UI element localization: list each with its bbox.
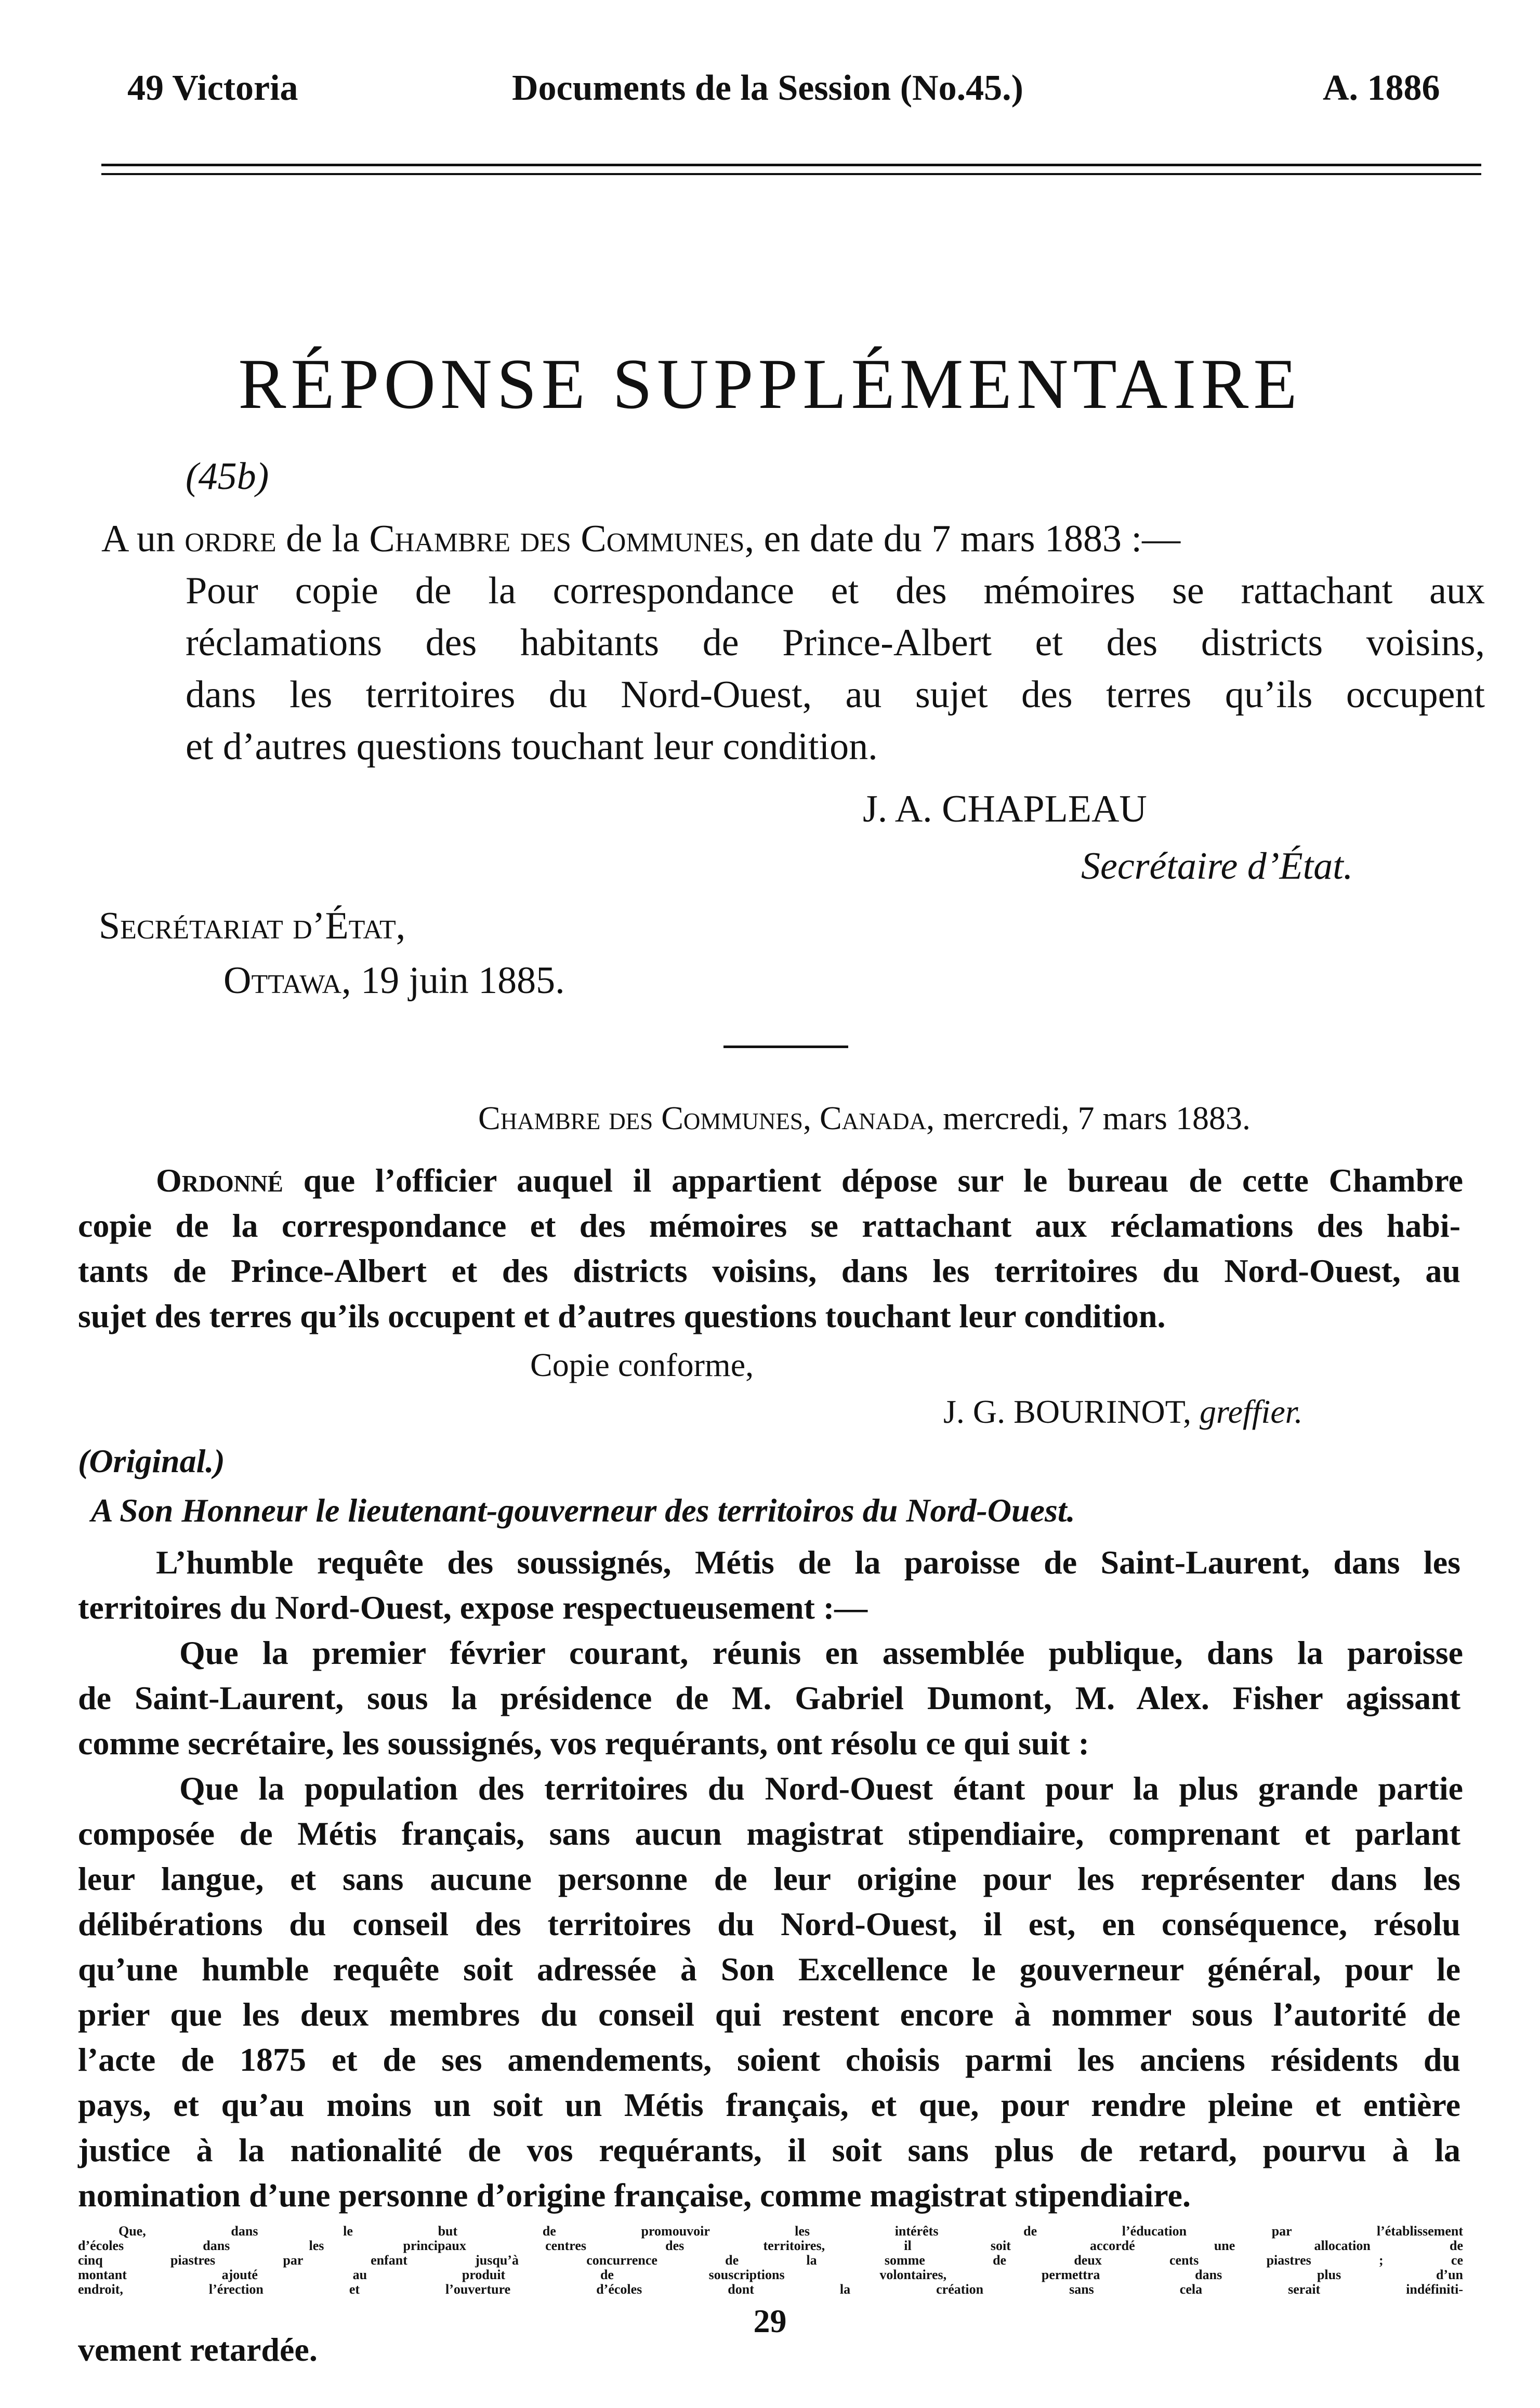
order-line-3: réclamations des habitants de Prince-Albert et des districts voisins,: [186, 621, 1485, 664]
order-ordre: ordre: [185, 518, 277, 560]
signature-chapleau-title: Secrétaire d’État.: [1081, 845, 1353, 888]
address-line: A Son Honneur le lieutenant-gouverneur des territoiros du Nord-Ouest.: [91, 1492, 1075, 1529]
copie-conforme: Copie conforme,: [530, 1346, 754, 1383]
petition-p3-line-3: leur langue, et sans aucune personne de leur origine pour les représenter dans les: [78, 1860, 1460, 1897]
order-line-1: [101, 520, 1180, 558]
petition-p2-line-1: Que la premier février courant, réunis en assemblée publique, dans la paroisse: [179, 1634, 1463, 1671]
chambre-name: Chambre des Communes, Canada: [478, 1100, 927, 1136]
page-number: 29: [753, 2303, 787, 2339]
petition-p3-line-7: l’acte de 1875 et de ses amendements, soient choisis parmi les anciens résidents du: [78, 2041, 1460, 2078]
secretariat-place: Ottawa: [223, 959, 342, 1002]
petition-p3-line-5: qu’une humble requête soit adressée à Son Excellence le gouverneur général, pour le: [78, 1951, 1460, 1988]
order-chambre: Chambre des Communes: [369, 518, 745, 560]
petition-p3-line-10: nomination d’une personne d’origine française, comme magistrat stipendiaire.: [78, 2177, 1191, 2214]
header-volume: 49 Victoria: [127, 68, 298, 108]
order-line-2: Pour copie de la correspondance et des mémoires se rattachant aux: [186, 570, 1485, 612]
petition-p4-block: [78, 2224, 1463, 2297]
petition-p3-line-6: prier que les deux membres du conseil qui restent encore à nommer sous l’autorité de: [78, 1996, 1460, 2033]
petition-p3-line-8: pays, et qu’au moins un soit un Métis français, et que, pour rendre pleine et entière: [78, 2086, 1460, 2123]
order-date: , en date du 7 mars 1883 :—: [744, 518, 1181, 560]
petition-p4-last: vement retardée.: [78, 2331, 318, 2368]
petition-p1-line-1: L’humble requête des soussignés, Métis de la paroisse de Saint-Laurent, dans les: [156, 1544, 1460, 1581]
header-rule-thick: [101, 164, 1481, 166]
header-documents: Documents de la Session (No.45.): [512, 68, 1023, 108]
signature-bourinot-title: greffier.: [1200, 1393, 1303, 1430]
original-label: (Original.): [78, 1443, 225, 1479]
petition-p4-l3: cinq piastres par enfant jusqu’à concurrence de la somme de deux cents piastres ; ce: [78, 2253, 1463, 2268]
petition-p3-line-9: justice à la nationalité de vos requérants, il soit sans plus de retard, pourvu à la: [78, 2132, 1460, 2168]
order-line-5: et d’autres questions touchant leur condition.: [186, 725, 878, 768]
ordonne-line-3: tants de Prince-Albert et des districts voisins, dans les territoires du Nord-Ouest, au: [78, 1252, 1460, 1289]
order-line-4: dans les territoires du Nord-Ouest, au sujet des terres qu’ils occupent: [186, 673, 1485, 716]
ordonne-line-4: sujet des terres qu’ils occupent et d’autres questions touchant leur condition.: [78, 1298, 1166, 1334]
secretariat-date: , 19 juin 1885.: [341, 959, 565, 1002]
order-prefix: A un: [101, 518, 175, 560]
signature-bourinot-name: J. G. BOURINOT,: [943, 1393, 1200, 1430]
signature-chapleau: J. A. CHAPLEAU: [863, 788, 1147, 830]
petition-p4-l5: endroit, l’érection et l’ouverture d’écoles dont la création sans cela serait indéfiniti-: [78, 2282, 1463, 2297]
petition-p1-line-2: territoires du Nord-Ouest, expose respectueusement :—: [78, 1589, 868, 1626]
petition-p2-line-3: comme secrétaire, les soussignés, vos requérants, ont résolu ce qui suit :: [78, 1725, 1089, 1762]
petition-p3-line-2: composée de Métis français, sans aucun magistrat stipendiaire, comprenant et parlant: [78, 1815, 1460, 1852]
ordonne-line-1: [156, 1164, 1463, 1197]
ordonne-line-2: copie de la correspondance et des mémoires se rattachant aux réclamations des habi-: [78, 1207, 1460, 1244]
page-title: RÉPONSE SUPPLÉMENTAIRE: [238, 344, 1302, 424]
petition-p2-line-2: de Saint-Laurent, sous la présidence de M. Gabriel Dumont, M. Alex. Fisher agissant: [78, 1679, 1460, 1716]
petition-p4-l1: Que, dans le but de promouvoir les intérêts de l’éducation par l’établissement: [119, 2224, 1463, 2239]
section-divider: [723, 1046, 848, 1048]
petition-p3-line-1: Que la population des territoires du Nord-Ouest étant pour la plus grande partie: [179, 1770, 1463, 1807]
header-rule-thin: [101, 173, 1481, 175]
header-year: A. 1886: [1323, 68, 1440, 108]
secretariat-line: Secrétariat d’État,: [99, 905, 406, 947]
ordonne-line-1-rest: que l’officier auquel il appartient dépose sur le bureau de cette Chambre: [283, 1162, 1463, 1199]
signature-bourinot: [943, 1393, 1303, 1431]
petition-p3-line-4: délibérations du conseil des territoires du Nord-Ouest, il est, en conséquence, résolu: [78, 1906, 1460, 1942]
chambre-line: [478, 1099, 1251, 1137]
secretariat-place-date: [223, 961, 565, 1000]
chambre-date: , mercredi, 7 mars 1883.: [926, 1100, 1251, 1136]
doc-number: (45b): [186, 455, 269, 498]
petition-p4-l2: d’écoles dans les principaux centres des territoires, il soit accordé une allocation de: [78, 2238, 1463, 2253]
petition-p4-l4: montant ajouté au produit de souscriptions volontaires, permettra dans plus d’un: [78, 2267, 1463, 2282]
order-de-la: de la: [286, 518, 360, 560]
ordonne-first-word: Ordonné: [156, 1162, 283, 1199]
